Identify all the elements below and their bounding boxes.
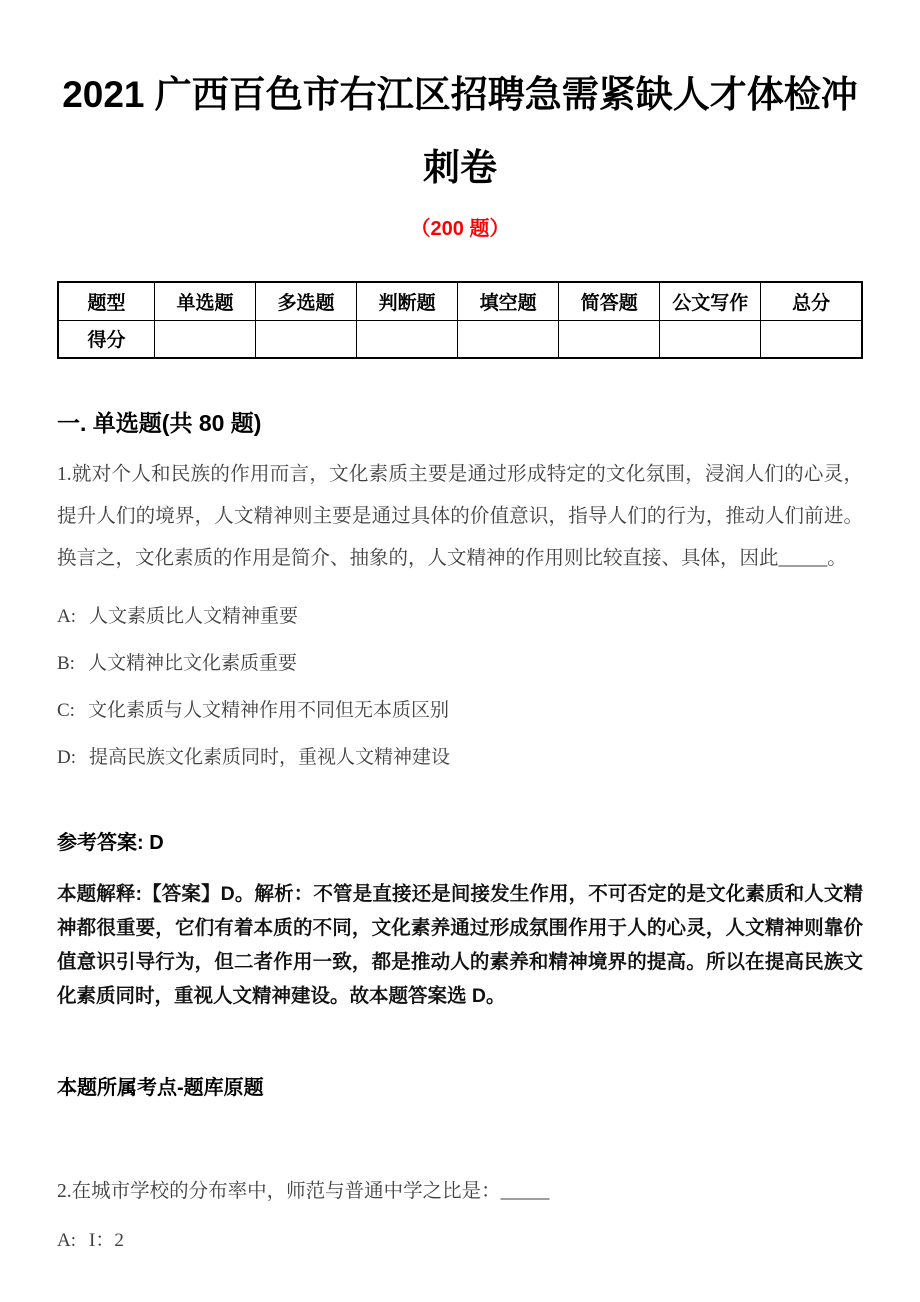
question-1-option-c (57, 700, 863, 721)
score-cell (660, 320, 761, 358)
question-1-option-b (57, 653, 863, 674)
option-text: 文化素质与人文精神作用不同但无本质区别 (87, 700, 449, 721)
score-table-score-row (58, 320, 862, 358)
paper-title-line1: 2021 广西百色市右江区招聘急需紧缺人才体检冲 (62, 74, 858, 115)
question-1 (57, 454, 863, 1100)
option-label: A: (57, 1230, 76, 1251)
score-cell (256, 320, 357, 358)
score-table-header-cell: 多选题 (256, 282, 357, 320)
score-cell (559, 320, 660, 358)
score-cell (154, 320, 255, 358)
document-content (0, 58, 920, 1251)
option-text: I：2 (89, 1230, 124, 1251)
question-2 (57, 1180, 863, 1251)
option-label: B: (57, 653, 75, 674)
section-heading: 一. 单选题(共 80 题) (57, 410, 262, 436)
option-text: 人文素质比人文精神重要 (89, 606, 299, 627)
score-cell (761, 320, 862, 358)
question-1-option-d (57, 747, 863, 768)
question-2-option-a (57, 1230, 863, 1251)
question-1-text: 1.就对个人和民族的作用而言，文化素质主要是通过形成特定的文化氛围，浸润人们的心灵，提升人们的境界，人文精神则主要是通过具体的价值意识，指导人们的行为，推动人们前进。换言之，文化素质的作用是简介、抽象的，人文精神的作用则比较直接、具体，因此_____。 (57, 464, 863, 569)
question-1-option-a (57, 606, 863, 627)
question-2-text: 2.在城市学校的分布率中，师范与普通中学之比是：_____ (57, 1181, 550, 1202)
score-table-header-cell: 简答题 (559, 282, 660, 320)
reference-answer: 参考答案: D (57, 832, 164, 854)
score-table-header-cell: 总分 (761, 282, 862, 320)
score-table-header-cell: 公文写作 (660, 282, 761, 320)
score-table-header-cell: 填空题 (458, 282, 559, 320)
score-table (57, 281, 863, 359)
score-cell (458, 320, 559, 358)
option-text: 提高民族文化素质同时，重视人文精神建设 (89, 747, 451, 768)
score-table-header-row (58, 282, 862, 320)
question-explanation: 本题解释:【答案】D。解析：不管是直接还是间接发生作用，不可否定的是文化素质和人文精神都很重要，它们有着本质的不同，文化素养通过形成氛围作用于人的心灵，人文精神则靠价值意识引导行为，但二者作用一致，都是推动人的素养和精神境界的提高。所以在提高民族文化素质同时，重视人文精神建设。故本题答案选 D。 (57, 883, 863, 1007)
paper-title (57, 58, 863, 204)
exam-point-note: 本题所属考点-题库原题 (57, 1077, 264, 1099)
score-cell (357, 320, 458, 358)
score-table-header-cell: 判断题 (357, 282, 458, 320)
score-table-header-cell: 单选题 (154, 282, 255, 320)
paper-title-line2: 刺卷 (423, 147, 497, 188)
option-label: A: (57, 606, 76, 627)
option-label: C: (57, 700, 75, 721)
option-text: 人文精神比文化素质重要 (87, 653, 297, 674)
score-table-header-cell: 题型 (58, 282, 154, 320)
question-count-badge: （200 题） (410, 218, 510, 240)
option-label: D: (57, 747, 76, 768)
score-row-label: 得分 (58, 320, 154, 358)
